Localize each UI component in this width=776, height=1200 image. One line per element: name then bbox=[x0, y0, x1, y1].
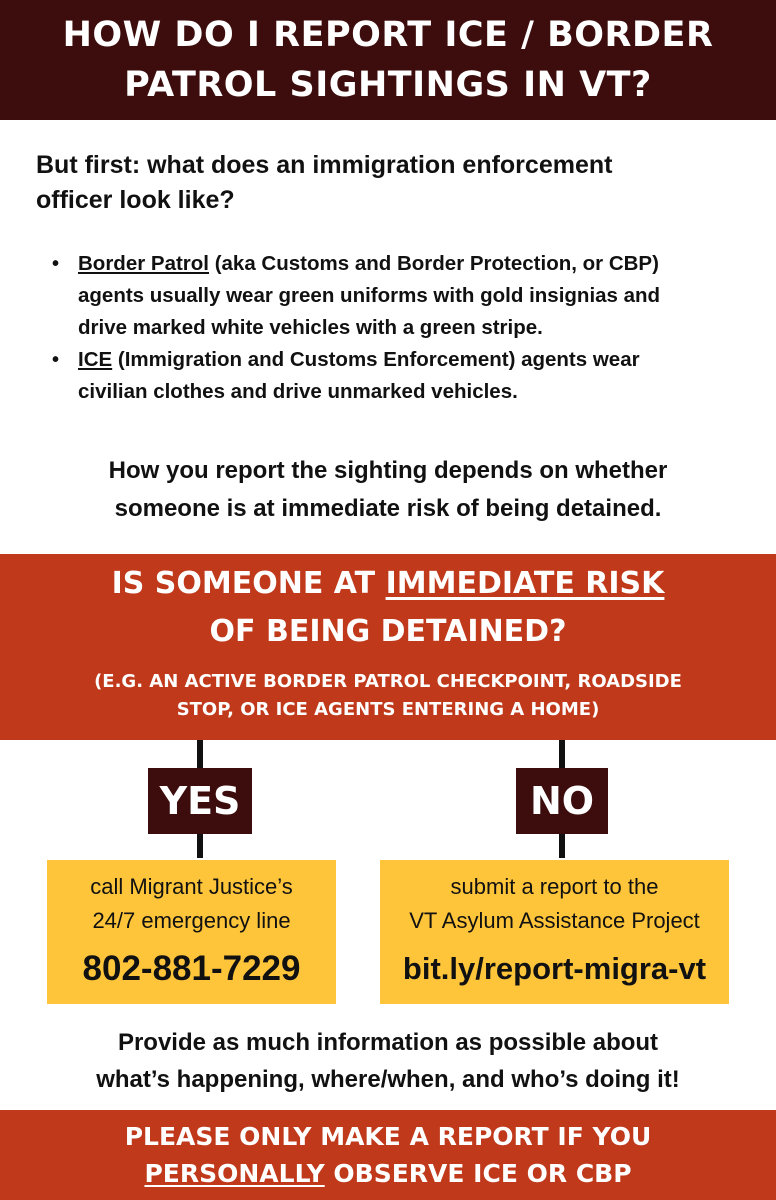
header-title-line-2: PATROL SIGHTINGS IN VT? bbox=[124, 65, 652, 105]
term-border-patrol: Border Patrol bbox=[78, 252, 209, 275]
risk-examples-line-1: (E.G. AN ACTIVE BORDER PATROL CHECKPOINT, ROADSIDE bbox=[94, 671, 682, 692]
footer-underlined-word: PERSONALLY bbox=[144, 1159, 325, 1188]
intro-heading-line-2: officer look like? bbox=[36, 186, 235, 214]
intro-heading bbox=[36, 148, 736, 218]
info-line-2: what’s happening, where/when, and who’s doing it! bbox=[96, 1066, 680, 1093]
border-patrol-line-1: (aka Customs and Border Protection, or CBP) bbox=[209, 252, 659, 275]
yes-connector-bottom bbox=[197, 834, 203, 858]
depends-line-2: someone is at immediate risk of being detained. bbox=[114, 495, 662, 522]
no-connector-bottom bbox=[559, 834, 565, 858]
ice-line-1: (Immigration and Customs Enforcement) agents wear bbox=[112, 348, 640, 371]
info-line-1: Provide as much information as possible about bbox=[117, 1029, 659, 1056]
term-ice: ICE bbox=[78, 348, 113, 371]
no-action-line-2: VT Asylum Assistance Project bbox=[409, 908, 700, 933]
border-patrol-line-3: drive marked white vehicles with a green stripe. bbox=[78, 316, 543, 339]
bullet-icon: • bbox=[52, 253, 60, 275]
footer-line-2-rest: OBSERVE ICE OR CBP bbox=[324, 1159, 632, 1188]
border-patrol-line-2: agents usually wear green uniforms with gold insignias and bbox=[78, 284, 661, 307]
report-link[interactable]: bit.ly/report-migra-vt bbox=[402, 951, 707, 986]
risk-examples-line-2: STOP, OR ICE AGENTS ENTERING A HOME) bbox=[176, 699, 600, 720]
risk-question-line-2: OF BEING DETAINED? bbox=[209, 614, 567, 649]
header-title-line-1: HOW DO I REPORT ICE / BORDER bbox=[62, 15, 714, 55]
officer-description-list bbox=[48, 248, 748, 408]
no-action-box bbox=[380, 860, 729, 1004]
footer-line-2 bbox=[0, 1155, 776, 1192]
ice-line-2: civilian clothes and drive unmarked vehicles. bbox=[78, 380, 518, 403]
list-item-ice bbox=[48, 344, 748, 408]
risk-question-line-1 bbox=[0, 560, 776, 608]
no-action-line-1: submit a report to the bbox=[450, 874, 659, 899]
footer-line-1: PLEASE ONLY MAKE A REPORT IF YOU bbox=[124, 1122, 652, 1151]
risk-question-prefix: IS SOMEONE AT bbox=[111, 566, 386, 601]
yes-label: YES bbox=[148, 768, 252, 834]
footer-banner bbox=[0, 1110, 776, 1200]
intro-heading-line-1: But first: what does an immigration enforcement bbox=[36, 151, 613, 179]
risk-question-underlined: IMMEDIATE RISK bbox=[385, 566, 665, 601]
provide-info-text bbox=[0, 1024, 776, 1098]
yes-action-box bbox=[47, 860, 336, 1004]
yes-action-line-1: call Migrant Justice’s bbox=[90, 874, 293, 899]
immediate-risk-banner bbox=[0, 554, 776, 740]
depends-line-1: How you report the sighting depends on whether bbox=[108, 457, 668, 484]
emergency-phone-number[interactable]: 802-881-7229 bbox=[82, 949, 301, 988]
yes-connector-top bbox=[197, 740, 203, 770]
yes-action-line-2: 24/7 emergency line bbox=[92, 908, 291, 933]
reporting-depends-text bbox=[0, 452, 776, 528]
no-label: NO bbox=[516, 768, 608, 834]
header-banner bbox=[0, 0, 776, 120]
list-item-border-patrol bbox=[48, 248, 748, 344]
bullet-icon: • bbox=[52, 349, 60, 371]
no-connector-top bbox=[559, 740, 565, 770]
